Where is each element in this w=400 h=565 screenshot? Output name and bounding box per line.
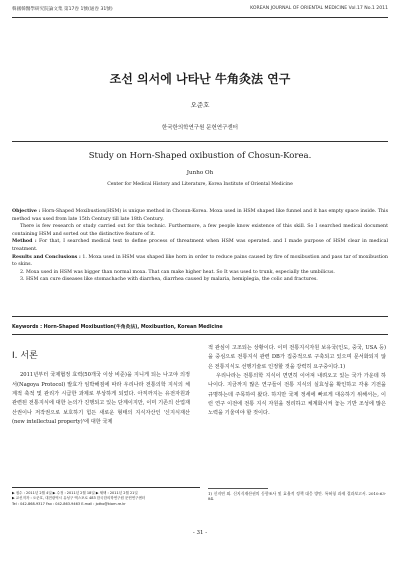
english-author: Junho Oh [186,170,214,176]
right-paragraph-1: 적 관심이 고조되는 상황이다. 이미 전통지식자원 보유국(인도, 중국, USA 등)을 중심으로 전통지식 관련 DB가 집중적으로 구축되고 있으며 문서화되지 않은 전통지식도 선행기술로 인정할 것을 강력히 요구중이다.1) [208,345,386,370]
body-left-column [12,346,190,427]
keywords [12,323,388,330]
body-right-column [208,344,386,419]
header-rule [12,17,388,18]
page-number: - 31 - [192,530,208,536]
abstract-result-2: 2. Moxa used in HSM was bigger than normal moxa. That can make higher heat. So It was used to trunk, especially the umbilicus. [20,269,335,275]
abstract-results: Results and Conclusions : 1. Moxa used in HSM was shaped like horn in order to reduce pains caused by fire of moxibustion and pass tar of moxibustion to skins. [12,254,388,268]
abstract-objective-cont: There is few research or study carried out for this technic. Furthermore, a few people know existence of this skill. So I searched medical document containing HSM and sorted out the distinctive feature of it. [12,224,388,237]
english-affiliation: Center for Medical History and Literature, Korea Institute of Oriental Medicine [107,182,293,187]
submission-meta [12,491,190,507]
abstract-method: Method : For that, I searched medical text to define process of threatment when HSM was operated. and I made purpose of HSM clear in medical treatment. [12,239,388,252]
footnote-rule [208,488,268,489]
meta-dates: ▶ 접수 : 2011년 2월 4일 ▶ 수정 : 2011년 2월 18일 ▶ 채택 : 2011년 2월 21일 [12,491,138,495]
meta-corresponding: ▶ 교신저자 : 오준호, 대전광역시 유성구 엑스포로 483 한국한의학연구원 문헌연구센터 [12,496,146,501]
english-title: Study on Horn-Shaped oxibustion of Chosun-Korea. [88,151,312,161]
running-header [12,6,388,16]
korean-author: 오준호 [190,101,210,109]
journal-header-english: KOREAN JOURNAL OF ORIENTAL MEDICINE Vol.17 No.1 2011 [250,6,388,11]
korean-title: 조선 의서에 나타난 牛角灸法 연구 [109,72,291,86]
journal-header-korean: 韓國韓醫學研究院論文集 第17卷 1號(通卷 31號) [12,7,113,12]
keywords-rule-bottom [12,334,388,335]
keywords-rule-top [12,316,388,317]
intro-paragraph: 2011년부터 국제협정 효력(50개국 이상 비준)을 지니게 되는 나고야 의정서(Nagoya Protocol) 발효가 임박해짐에 따라 우리나라 전통의학 지식의 체계적 축적 및 관리가 시급한 과제로 부상하게 되었다. 아직까지는 유전자원과 관련된 전통지식에 대한 논의가 진행되고 있는 단계이지만, 이미 기존의 산업재산권이나 저작권으로 보호하기 힘든 새로운 형태의 지식자산인 '신지식재산(new intellectual property)'에 대한 국제 [12,372,190,426]
right-paragraph-2: 우리나라는 전통의학 지식이 면면히 이어져 내려오고 있는 국가 가운데 하나이다. 지금까지 많은 연구들이 전통 지식의 실효성을 확인하고 각용 기전을 규명하는데 주목하여 왔다. 하지만 국제 정세에 빠르게 대응하기 위해서는, 이런 연구 이전에 전통 지식 자원을 정리하고 체계화시켜 놓는 기반 조성에 많은 노력을 기울여야 할 것이다. [208,373,386,417]
abstract-result-3: 3. HSM can cure diseases like stomachache with diarrhea, diarrhea caused by malaria, hemiplegia, the colic and fractures. [20,277,318,283]
section-heading-introduction: Ⅰ. 서론 [12,351,38,361]
abstract [12,208,388,284]
keywords-text: Horn-Shaped Moxibustion(牛角灸法), Moxibustion, Korean Medicine [43,325,223,330]
abstract-objective: Objective : Horn-Shaped Moxibustion(HSM) is unique method in Chosun-Korea. Moxa used in HSM shaped like funnel and it has empty space inside. This method was used from late 15th Century till late 18th Century. [12,209,389,222]
meta-contact: Tel : 042-868-9317 Fax : 042-863-9463 E-mail : jotho@kiom.re.kr [12,501,126,506]
footnote: 1) 신지연 외. 신지식재산권의 동향조사 및 효율적 정책 대응 방안. 특허청 과제 결과보고서. 2010:63-84. [208,491,386,502]
meta-rule [12,487,200,488]
keywords-label: Keywords : [12,325,42,330]
title-rule-top [12,141,388,142]
korean-affiliation: 한국한의학연구원 문헌연구센터 [161,125,239,131]
